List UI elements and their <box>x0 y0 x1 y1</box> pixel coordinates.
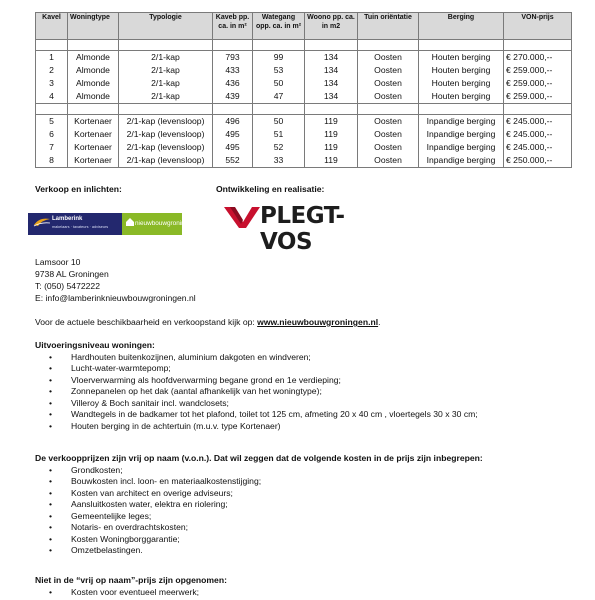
list-item-text: Bouwkosten incl. loon- en materiaalkostenstijging; <box>71 476 262 487</box>
table-cell: 7 <box>36 141 68 154</box>
table-cell: 2/1-kap (levensloop) <box>119 154 213 168</box>
col-von-prijs: VON-prijs <box>504 13 572 40</box>
table-cell: 33 <box>253 154 305 168</box>
list-item-text: Kosten voor eventueel meerwerk; <box>71 587 200 597</box>
bullet-icon: • <box>49 533 53 544</box>
table-cell: 47 <box>253 90 305 104</box>
list-item <box>49 374 478 386</box>
lamberink-logo-text: Lamberink <box>52 216 83 222</box>
list-item <box>49 510 261 522</box>
table-cell: Almonde <box>68 77 119 90</box>
table-cell: 793 <box>213 51 253 65</box>
col-kavel-opp: Kaveb pp. ca. in m² <box>213 13 253 40</box>
table-cell: 495 <box>213 128 253 141</box>
list-item <box>49 363 478 374</box>
table-cell: Almonde <box>68 90 119 104</box>
bullet-icon: • <box>49 510 53 521</box>
bullet-icon: • <box>49 545 53 556</box>
contact-street: Lamsoor 10 <box>35 257 81 267</box>
table-cell: Kortenaer <box>68 141 119 154</box>
table-cell: Inpandige berging <box>419 141 504 154</box>
list-item-text: Hardhouten buitenkozijnen, aluminium dakgoten en windveren; <box>71 352 311 362</box>
table-row <box>36 77 572 90</box>
contact-email[interactable]: E: info@lamberinknieuwbouwgroningen.nl <box>35 293 196 303</box>
table-row <box>36 141 572 154</box>
table-cell: € 245.000,-- <box>504 141 572 154</box>
table-cell: Kortenaer <box>68 154 119 168</box>
list-item-text: Vloerverwarming als hoofdverwarming begane grond en 1e verdieping; <box>71 374 341 385</box>
table-cell: 134 <box>305 90 358 104</box>
table-cell: Inpandige berging <box>419 154 504 168</box>
col-tuin: Tuin oriëntatie <box>358 13 419 40</box>
col-woningtype: Woningtype <box>68 13 119 40</box>
table-cell: 436 <box>213 77 253 90</box>
list-item <box>49 386 478 397</box>
table-cell: Houten berging <box>419 51 504 65</box>
bullet-icon: • <box>49 386 53 397</box>
list-item <box>49 397 478 409</box>
col-kavel: Kavel <box>36 13 68 40</box>
lamberink-logo-tagline: makelaars · taxateurs · adviseurs <box>52 225 109 229</box>
table-cell: 99 <box>253 51 305 65</box>
website-link[interactable]: www.nieuwbouwgroningen.nl <box>257 317 379 327</box>
sales-heading: Verkoop en inlichten: <box>35 184 122 194</box>
contact-city: 9738 AL Groningen <box>35 269 109 279</box>
bullet-icon: • <box>49 476 53 487</box>
house-icon <box>125 217 135 227</box>
list-item <box>49 352 478 363</box>
bullet-icon: • <box>49 522 53 533</box>
table-cell: 119 <box>305 141 358 154</box>
table-spacer-row <box>36 40 572 51</box>
finish-list <box>49 352 478 432</box>
plegt-vos-v-icon <box>224 205 260 229</box>
table-cell: 496 <box>213 115 253 129</box>
list-item <box>49 487 261 499</box>
table-cell: 50 <box>253 77 305 90</box>
table-row <box>36 64 572 77</box>
table-cell: 5 <box>36 115 68 129</box>
development-heading: Ontwikkeling en realisatie: <box>216 184 325 194</box>
lamberink-logo <box>28 213 122 235</box>
table-spacer-row <box>36 104 572 115</box>
list-item-text: Omzetbelastingen. <box>71 545 143 556</box>
table-cell: Oosten <box>358 154 419 168</box>
table-cell: € 259.000,-- <box>504 77 572 90</box>
table-header-row <box>36 13 572 40</box>
table-cell: 2/1-kap (levensloop) <box>119 128 213 141</box>
table-cell: € 250.000,-- <box>504 154 572 168</box>
table-cell: € 259.000,-- <box>504 64 572 77</box>
table-cell: Houten berging <box>419 64 504 77</box>
table-cell: 2/1-kap <box>119 64 213 77</box>
availability-text: Voor de actuele beschikbaarheid en verkoopstand kijk op: <box>35 317 258 327</box>
excluded-heading: Niet in de “vrij op naam”-prijs zijn opgenomen: <box>35 575 227 585</box>
list-item-text: Grondkosten; <box>71 465 123 475</box>
table-row <box>36 128 572 141</box>
table-cell: € 245.000,-- <box>504 115 572 129</box>
table-cell: 2/1-kap <box>119 51 213 65</box>
table-cell: Kortenaer <box>68 128 119 141</box>
availability-line <box>35 317 380 328</box>
nieuwbouwgroningen-logo-text: nieuwbouwgroningen.nl <box>135 220 203 227</box>
list-item-text: Kosten Woningborggarantie; <box>71 533 180 544</box>
lamberink-swoosh-icon <box>33 217 51 227</box>
table-row <box>36 51 572 65</box>
plegt-vos-logo <box>222 199 392 255</box>
list-item-text: Lucht-water-warmtepomp; <box>71 363 171 374</box>
table-cell: € 245.000,-- <box>504 128 572 141</box>
table-cell: 134 <box>305 64 358 77</box>
availability-end: . <box>378 317 381 327</box>
list-item-text: Villeroy & Boch sanitair incl. wandclosets; <box>71 397 229 408</box>
list-item-text: Aansluitkosten water, elektra en riolering; <box>71 499 228 510</box>
bullet-icon: • <box>49 397 53 408</box>
list-item-text: Notaris- en overdrachtskosten; <box>71 522 189 533</box>
col-berging: Berging <box>419 13 504 40</box>
list-item-text: Kosten van architect en overige adviseurs; <box>71 487 233 498</box>
list-item <box>49 545 261 556</box>
table-cell: 2 <box>36 64 68 77</box>
bullet-icon: • <box>49 587 53 597</box>
table-cell: 2/1-kap <box>119 77 213 90</box>
table-row <box>36 90 572 104</box>
list-item <box>49 409 478 420</box>
von-heading: De verkoopprijzen zijn vrij op naam (v.o.n.). Dat wil zeggen dat de volgende kosten in de prijs zijn inbegrepen: <box>35 453 483 463</box>
table-cell: 3 <box>36 77 68 90</box>
plegt-vos-logo-text: PLEGT-VOS <box>260 203 345 255</box>
table-cell: 119 <box>305 115 358 129</box>
table-cell: Kortenaer <box>68 115 119 129</box>
table-cell: Oosten <box>358 64 419 77</box>
table-cell: Oosten <box>358 128 419 141</box>
table-cell: 52 <box>253 141 305 154</box>
list-item-text: Zonnepanelen op het dak (aantal afhankelijk van het woningtype); <box>71 386 322 397</box>
table-cell: 552 <box>213 154 253 168</box>
col-typologie: Typologie <box>119 13 213 40</box>
table-cell: 2/1-kap (levensloop) <box>119 141 213 154</box>
table-cell: 8 <box>36 154 68 168</box>
nieuwbouwgroningen-logo <box>122 213 203 235</box>
table-cell: Houten berging <box>419 90 504 104</box>
table-cell: 2/1-kap (levensloop) <box>119 115 213 129</box>
list-item <box>49 522 261 533</box>
table-cell: 134 <box>305 51 358 65</box>
bullet-icon: • <box>49 420 53 431</box>
contact-phone: T: (050) 5472222 <box>35 281 100 291</box>
table-cell: Inpandige berging <box>419 115 504 129</box>
list-item <box>49 533 261 545</box>
table-cell: Inpandige berging <box>419 128 504 141</box>
price-table <box>35 12 572 168</box>
list-item-text: Houten berging in de achtertuin (m.u.v. type Kortenaer) <box>71 420 281 431</box>
table-cell: Oosten <box>358 141 419 154</box>
list-item-text: Wandtegels in de badkamer tot het plafond, toilet tot 125 cm, afmeting 20 x 40 cm , vloertegels 30 x 30 cm; <box>71 409 478 420</box>
list-item <box>49 499 261 510</box>
table-cell: 439 <box>213 90 253 104</box>
table-cell: 119 <box>305 154 358 168</box>
table-cell: Almonde <box>68 64 119 77</box>
table-cell: 2/1-kap <box>119 90 213 104</box>
table-row <box>36 115 572 129</box>
table-row <box>36 154 572 168</box>
table-cell: Houten berging <box>419 77 504 90</box>
bullet-icon: • <box>49 363 53 374</box>
table-cell: 4 <box>36 90 68 104</box>
table-cell: 53 <box>253 64 305 77</box>
table-cell: 6 <box>36 128 68 141</box>
table-cell: Oosten <box>358 77 419 90</box>
table-cell: Oosten <box>358 90 419 104</box>
bullet-icon: • <box>49 487 53 498</box>
col-wategang: Wategang opp. ca. in m² <box>253 13 305 40</box>
table-cell: 119 <box>305 128 358 141</box>
table-cell: 433 <box>213 64 253 77</box>
table-cell: € 270.000,-- <box>504 51 572 65</box>
table-cell: Almonde <box>68 51 119 65</box>
table-cell: 1 <box>36 51 68 65</box>
table-cell: Oosten <box>358 115 419 129</box>
list-item <box>49 476 262 487</box>
table-cell: Oosten <box>358 51 419 65</box>
list-item-text: Gemeentelijke leges; <box>71 510 152 521</box>
excluded-list <box>49 587 200 598</box>
table-cell: 134 <box>305 77 358 90</box>
bullet-icon: • <box>49 465 53 475</box>
bullet-icon: • <box>49 409 53 420</box>
bullet-icon: • <box>49 352 53 362</box>
table-cell: 50 <box>253 115 305 129</box>
table-cell: € 259.000,-- <box>504 90 572 104</box>
bullet-icon: • <box>49 499 53 510</box>
list-item <box>49 465 261 476</box>
col-woonopp: Woono pp. ca. in m2 <box>305 13 358 40</box>
list-item <box>49 420 478 432</box>
finish-heading: Uitvoeringsniveau woningen: <box>35 340 155 350</box>
table-cell: 51 <box>253 128 305 141</box>
table-cell: 495 <box>213 141 253 154</box>
von-list <box>49 465 262 557</box>
list-item <box>49 587 200 598</box>
bullet-icon: • <box>49 374 53 385</box>
